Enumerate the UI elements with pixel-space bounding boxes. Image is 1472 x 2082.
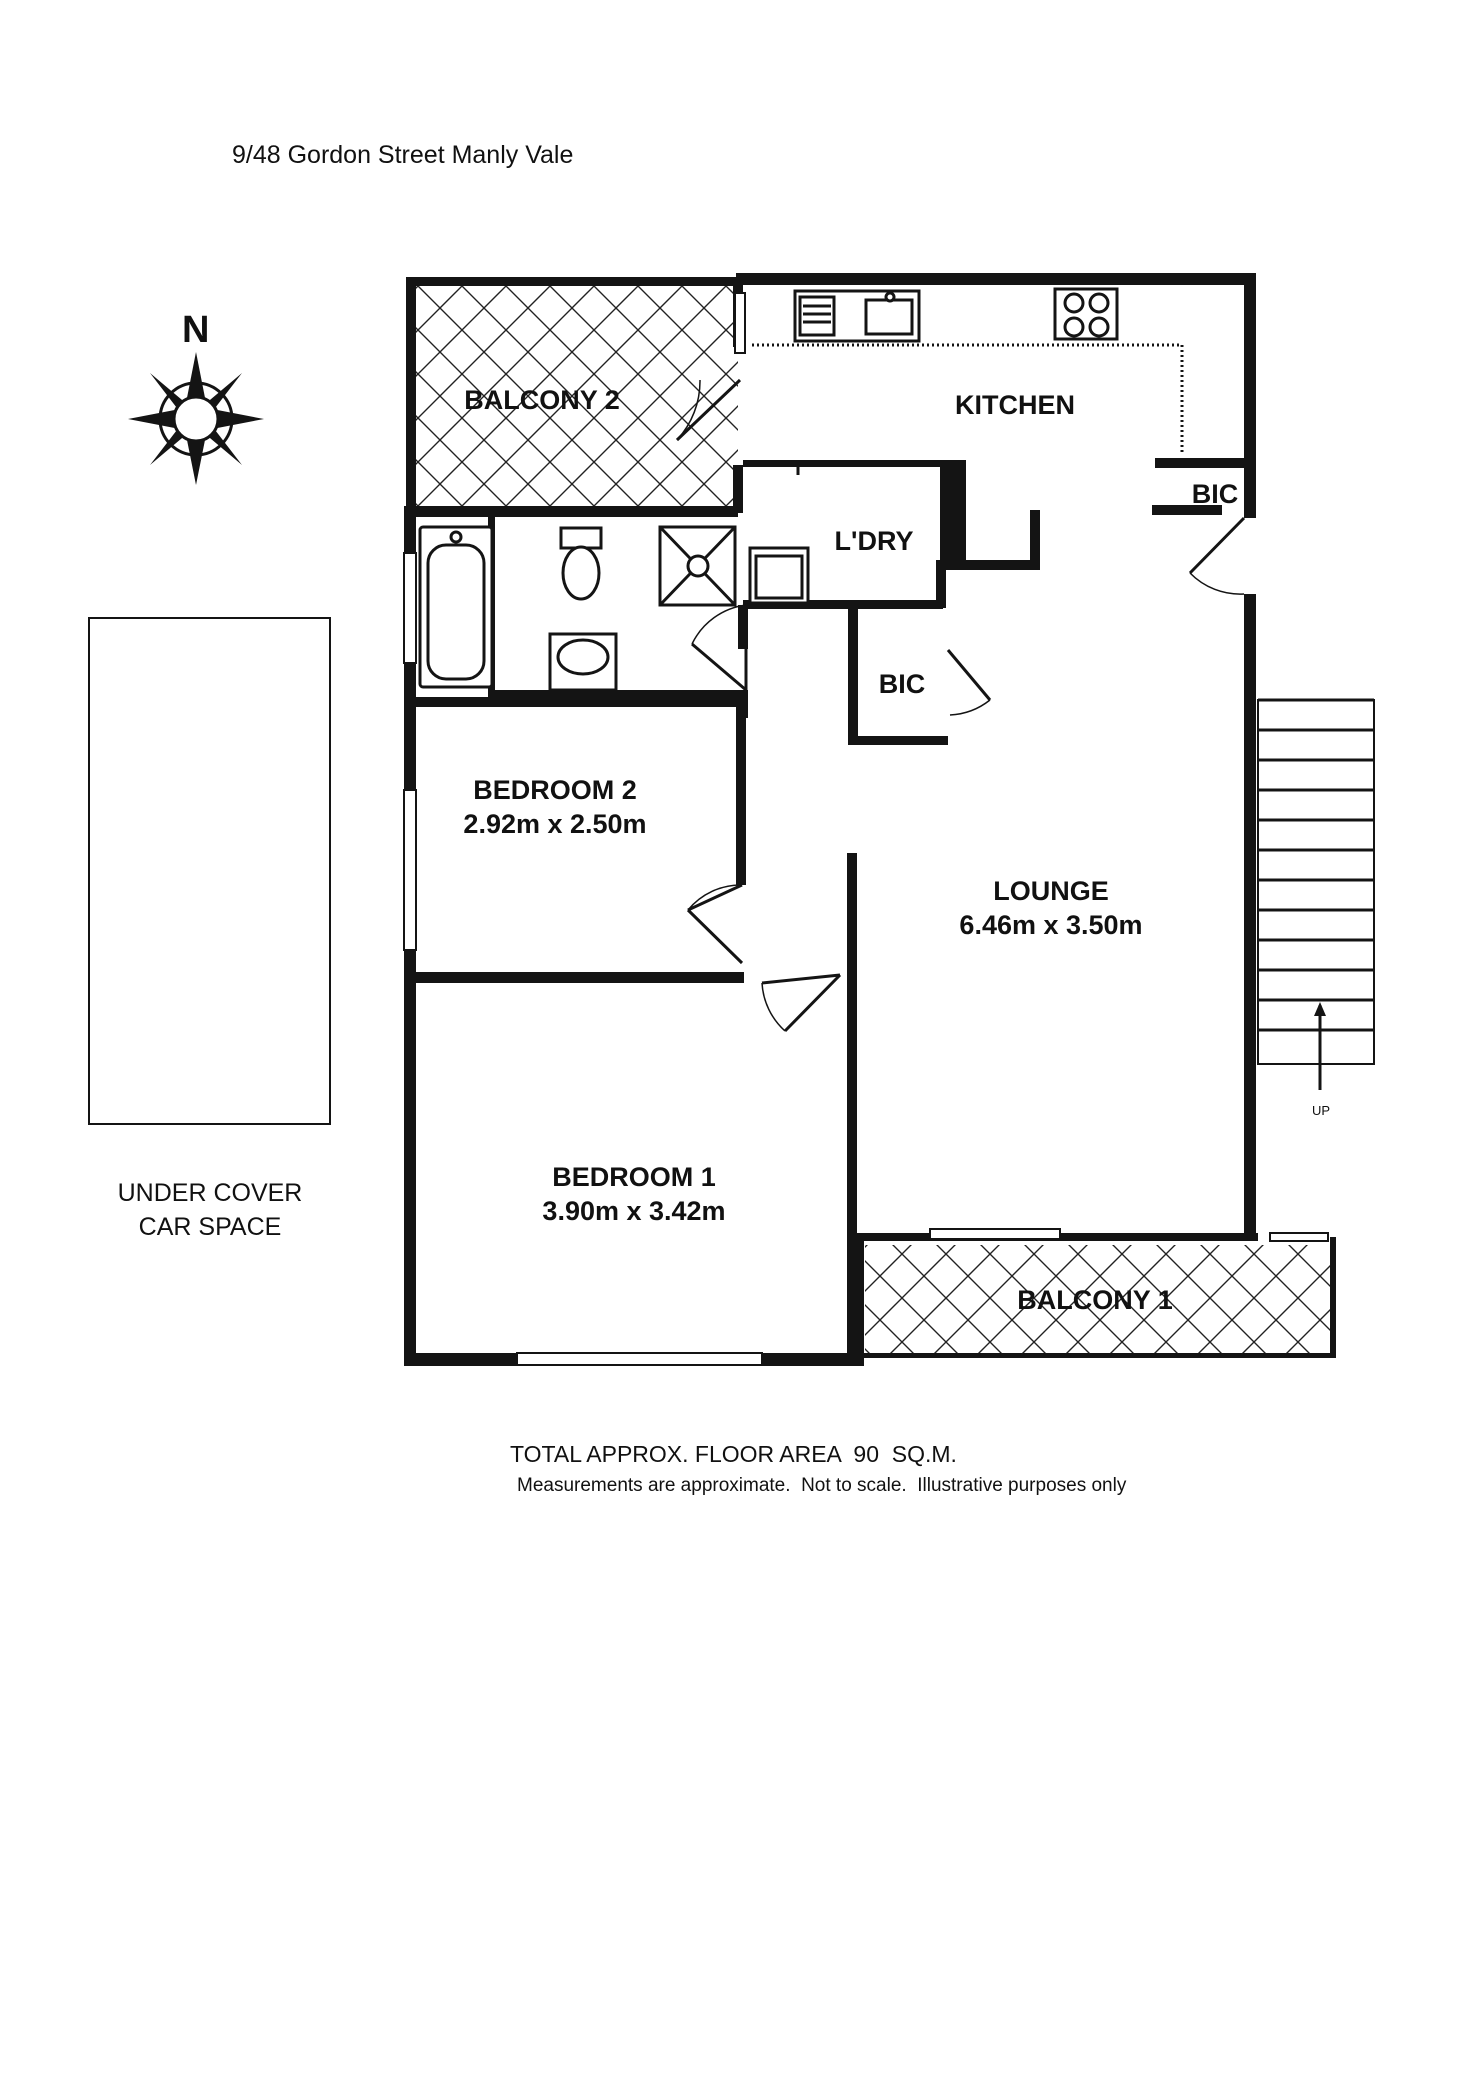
room-label-balcony-1: BALCONY 1	[1017, 1285, 1173, 1315]
room-size-bedroom-2: 2.92m x 2.50m	[463, 809, 647, 839]
room-label-lounge: LOUNGE	[993, 876, 1109, 906]
car-space-label-line1: UNDER COVER	[117, 1179, 303, 1207]
room-label-bedroom-2: BEDROOM 2	[473, 775, 637, 805]
bathtub-icon	[420, 527, 492, 687]
room-label-bedroom-1: BEDROOM 1	[552, 1162, 716, 1192]
laundry-tub-icon	[750, 548, 808, 603]
north-label: N	[182, 309, 210, 351]
room-label-kitchen: KITCHEN	[955, 390, 1075, 420]
car-space-outline	[89, 618, 330, 1124]
stairs	[1258, 700, 1374, 1118]
room-size-bedroom-1: 3.90m x 3.42m	[542, 1196, 726, 1226]
room-label-laundry: L'DRY	[834, 526, 914, 556]
disclaimer: Measurements are approximate. Not to scale. Illustrative purposes only	[517, 1475, 1127, 1496]
property-address: 9/48 Gordon Street Manly Vale	[232, 141, 574, 169]
kitchen-sink-icon	[795, 291, 919, 341]
compass-icon	[128, 309, 264, 485]
room-label-balcony-2: BALCONY 2	[464, 385, 620, 415]
basin-icon	[550, 634, 616, 690]
room-label-bic-hall: BIC	[878, 669, 926, 699]
car-space-label-line2: CAR SPACE	[138, 1213, 282, 1241]
stairs-up-label: UP	[1311, 1103, 1331, 1118]
total-floor-area: TOTAL APPROX. FLOOR AREA 90 SQ.M.	[510, 1441, 957, 1467]
shower-icon	[660, 527, 735, 605]
toilet-icon	[561, 528, 601, 599]
cooktop-icon	[1055, 289, 1117, 339]
room-size-lounge: 6.46m x 3.50m	[959, 910, 1143, 940]
room-label-bic-kitchen: BIC	[1191, 479, 1239, 509]
